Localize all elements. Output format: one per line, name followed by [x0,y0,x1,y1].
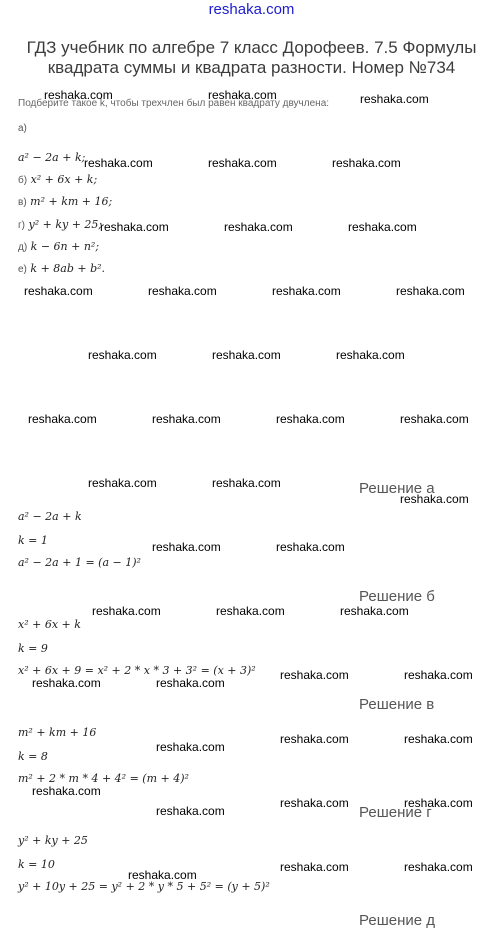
watermark: reshaka.com [208,156,277,170]
solution-heading-a: Решение а [359,480,435,497]
watermark: reshaka.com [208,88,277,102]
task-item-e [18,262,105,275]
solution-v-line-1: m² + km + 16 [18,726,97,739]
solution-g-line-2: k = 10 [18,858,55,871]
watermark: reshaka.com [404,796,473,810]
watermark: reshaka.com [32,676,101,690]
watermark: reshaka.com [152,540,221,554]
watermark: reshaka.com [100,220,169,234]
item-expr: y² + ky + 25; [28,218,103,231]
solution-heading-g: Решение г [359,804,432,821]
solution-heading-v: Решение в [359,696,435,713]
watermark: reshaka.com [212,348,281,362]
item-expr: a² − 2a + k; [18,151,86,164]
watermark: reshaka.com [280,732,349,746]
item-label: а) [18,123,27,134]
task-item-b [18,173,97,186]
watermark: reshaka.com [24,284,93,298]
watermark: reshaka.com [340,604,409,618]
watermark: reshaka.com [404,668,473,682]
task-item-v [18,195,112,208]
item-label: б) [18,175,28,186]
item-label: д) [18,242,28,253]
solution-g-line-1: y² + ky + 25 [18,834,88,847]
watermark: reshaka.com [276,540,345,554]
watermark: reshaka.com [88,476,157,490]
watermark: reshaka.com [44,88,113,102]
watermark: reshaka.com [280,668,349,682]
item-label: е) [18,264,27,275]
solution-b-line-1: x² + 6x + k [18,618,81,631]
solution-heading-b: Решение б [359,588,435,605]
watermark: reshaka.com [156,804,225,818]
task-item-a-expr [18,151,85,164]
item-expr: x² + 6x + k; [30,173,98,186]
watermark: reshaka.com [128,868,197,882]
watermark: reshaka.com [360,92,429,106]
solution-a-line-1: a² − 2a + k [18,510,82,523]
solution-v-line-3: m² + 2 * m * 4 + 4² = (m + 4)² [18,772,189,785]
watermark: reshaka.com [280,796,349,810]
solution-g-line-3: y² + 10y + 25 = y² + 2 * y * 5 + 5² = (y + 5)² [18,880,270,893]
task-item-g [18,218,102,231]
watermark: reshaka.com [404,732,473,746]
watermark: reshaka.com [88,348,157,362]
watermark: reshaka.com [92,604,161,618]
watermark: reshaka.com [28,412,97,426]
watermark: reshaka.com [400,492,469,506]
item-label: г) [18,220,25,231]
watermark: reshaka.com [152,412,221,426]
watermark: reshaka.com [404,860,473,874]
watermark: reshaka.com [224,220,293,234]
task-text: Подберите такое k, чтобы трехчлен был равен квадрату двучлена: [18,98,330,109]
watermark: reshaka.com [216,604,285,618]
title-line-2: квадрата суммы и квадрата разности. Номер №734 [47,58,456,77]
site-link[interactable]: reshaka.com [208,1,295,18]
watermark: reshaka.com [396,284,465,298]
watermark: reshaka.com [276,412,345,426]
item-label: в) [18,197,27,208]
watermark: reshaka.com [280,860,349,874]
item-expr: m² + km + 16; [30,195,113,208]
watermark: reshaka.com [400,412,469,426]
solution-a-line-3: a² − 2a + 1 = (a − 1)² [18,556,141,569]
watermark: reshaka.com [348,220,417,234]
solution-v-line-2: k = 8 [18,750,48,763]
watermark: reshaka.com [148,284,217,298]
solution-b-line-3: x² + 6x + 9 = x² + 2 * x * 3 + 3² = (x + 3)² [18,664,256,677]
watermark: reshaka.com [332,156,401,170]
solution-heading-d: Решение д [359,912,435,929]
task-item-d [18,240,99,253]
item-expr: k − 6n + n²; [30,240,100,253]
title-line-1: ГДЗ учебник по алгебре 7 класс Дорофеев. 7.5 Формулы [26,38,477,57]
item-expr: k + 8ab + b². [30,262,106,275]
watermark: reshaka.com [212,476,281,490]
watermark: reshaka.com [272,284,341,298]
watermark: reshaka.com [32,784,101,798]
watermark: reshaka.com [336,348,405,362]
watermark: reshaka.com [156,740,225,754]
watermark: reshaka.com [156,676,225,690]
solution-b-line-2: k = 9 [18,642,48,655]
task-item-a [18,121,27,134]
page-title [0,38,503,78]
watermark: reshaka.com [84,156,153,170]
solution-a-line-2: k = 1 [18,534,48,547]
